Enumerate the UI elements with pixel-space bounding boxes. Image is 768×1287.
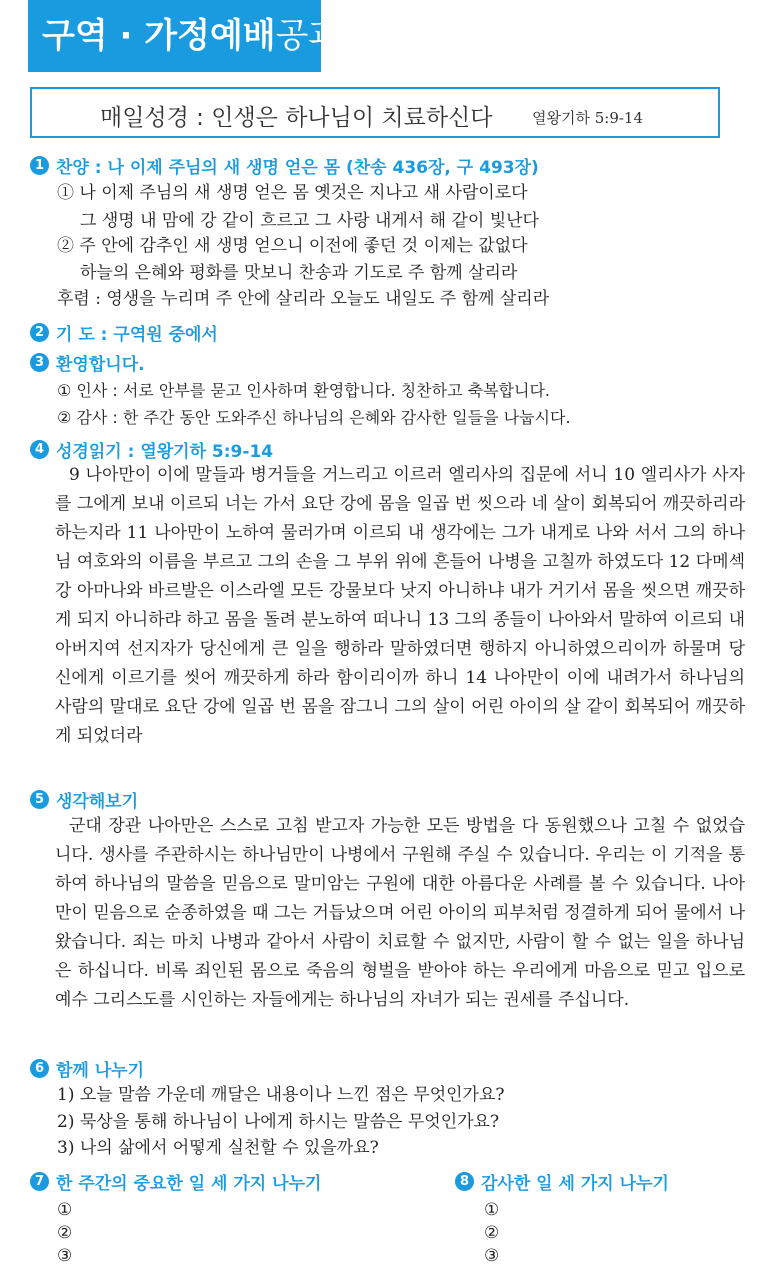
blank-line: ① bbox=[57, 1200, 73, 1220]
section-number-badge: 8 bbox=[455, 1172, 474, 1191]
section-number-badge: 3 bbox=[30, 353, 49, 372]
section-weekly-events-heading bbox=[30, 1170, 321, 1192]
welcome-line: ② 감사 : 한 주간 동안 도와주신 하나님의 은혜와 감사한 일들을 나눕시다. bbox=[57, 408, 571, 427]
section-heading-text: 기 도 : 구역원 중에서 bbox=[56, 324, 218, 345]
section-heading-text: 찬양 : 나 이제 주님의 새 생명 얻은 몸 (찬송 436장, 구 493장) bbox=[56, 157, 539, 178]
section-welcome-heading bbox=[30, 351, 145, 373]
title-box bbox=[30, 87, 720, 138]
section-thanks-heading bbox=[455, 1170, 669, 1192]
hymn-line: 하늘의 은혜와 평화를 맛보니 찬송과 기도로 주 함께 살리라 bbox=[80, 263, 518, 283]
section-hymn-heading bbox=[30, 154, 539, 176]
section-heading-text: 환영합니다. bbox=[56, 354, 145, 375]
header-tab bbox=[28, 0, 342, 72]
section-number-badge: 4 bbox=[30, 440, 49, 459]
blank-line: ② bbox=[484, 1223, 500, 1243]
blank-line: ② bbox=[57, 1223, 73, 1243]
section-reflection-heading bbox=[30, 788, 138, 810]
sharing-question: 3) 나의 삶에서 어떻게 실천할 수 있을까요? bbox=[57, 1138, 379, 1158]
hymn-refrain: 후렴 : 영생을 누리며 주 안에 살리라 오늘도 내일도 주 함께 살리라 bbox=[57, 289, 550, 309]
scripture-reference: 열왕기하 5:9-14 bbox=[532, 109, 644, 127]
sharing-question: 1) 오늘 말씀 가운데 깨달은 내용이나 느낀 점은 무엇인가요? bbox=[57, 1085, 505, 1105]
section-number-badge: 6 bbox=[30, 1059, 49, 1078]
section-heading-text: 성경읽기 : 열왕기하 5:9-14 bbox=[56, 441, 274, 462]
blank-line: ③ bbox=[57, 1246, 73, 1266]
sharing-question: 2) 묵상을 통해 하나님이 나에게 하시는 말씀은 무엇인가요? bbox=[57, 1112, 500, 1132]
section-number-badge: 1 bbox=[30, 156, 49, 175]
section-heading-text: 함께 나누기 bbox=[56, 1060, 145, 1081]
blank-line: ① bbox=[484, 1200, 500, 1220]
section-number-badge: 7 bbox=[30, 1172, 49, 1191]
section-sharing-heading bbox=[30, 1057, 144, 1079]
hymn-line: ② 주 안에 감추인 새 생명 얻으니 이전에 좋던 것 이제는 값없다 bbox=[57, 236, 528, 256]
header-title: 구역 · 가정예배 bbox=[42, 16, 276, 56]
section-scripture-heading bbox=[30, 438, 273, 460]
hymn-line: 그 생명 내 맘에 강 같이 흐르고 그 사랑 내게서 해 같이 빛난다 bbox=[80, 211, 539, 231]
welcome-line: ① 인사 : 서로 안부를 묻고 인사하며 환영합니다. 칭찬하고 축복합니다. bbox=[57, 381, 550, 400]
hymn-line: ① 나 이제 주님의 새 생명 얻은 몸 옛것은 지나고 새 사람이로다 bbox=[57, 183, 528, 203]
section-heading-text: 감사한 일 세 가지 나누기 bbox=[481, 1173, 669, 1194]
section-number-badge: 5 bbox=[30, 790, 49, 809]
page-title: 매일성경 : 인생은 하나님이 치료하신다 bbox=[100, 105, 493, 131]
section-number-badge: 2 bbox=[30, 323, 49, 342]
section-heading-text: 한 주간의 중요한 일 세 가지 나누기 bbox=[56, 1173, 322, 1194]
blank-line: ③ bbox=[484, 1246, 500, 1266]
section-prayer-heading bbox=[30, 321, 218, 343]
section-heading-text: 생각해보기 bbox=[56, 791, 139, 812]
reflection-text: 군대 장관 나아만은 스스로 고침 받고자 가능한 모든 방법을 다 동원했으나 고칠 수 없었습니다. 생사를 주관하시는 하나님만이 나병에서 구원해 주실 수 있습니다. 우리는 이 기적을 통하여 하나님의 말씀을 믿음으로 말미암는 구원에 대한 아름다운 사례를 볼 수 있습니다. 나아만이 믿음으로 순종하였을 때 그는 거듭났으며 어린 아이의 피부처럼 정결하게 되어 물에서 나왔습니다. 죄는 마치 나병과 같아서 사람이 치료할 수 없지만, 사람이 할 수 없는 일을 하나님은 하십니다. 비록 죄인된 몸으로 죽음의 형벌을 받아야 하는 우리에게 마음으로 믿고 입으로 예수 그리스도를 시인하는 자들에게는 하나님의 자녀가 되는 권세를 주십니다. bbox=[55, 816, 745, 1010]
header-title-light: 공과 bbox=[275, 16, 342, 56]
scripture-text: 9 나아만이 이에 말들과 병거들을 거느리고 이르러 엘리사의 집문에 서니 10 엘리사가 사자를 그에게 보내 이르되 너는 가서 요단 강에 몸을 일곱 번 씻으라 네 살이 회복되어 깨끗하리라 하는지라 11 나아만이 노하여 물러가며 이르되 내 생각에는 그가 내게로 나와 서서 그의 하나님 여호와의 이름을 부르고 그의 손을 그 부위 위에 흔들어 나병을 고칠까 하였도다 12 다메섹 강 아마나와 바르발은 이스라엘 모든 강물보다 낫지 아니하냐 내가 거기서 몸을 씻으면 깨끗하게 되지 아니하랴 하고 몸을 돌려 분노하여 떠나니 13 그의 종들이 나아와서 말하여 이르되 내 아버지여 선지자가 당신에게 큰 일을 행하라 말하였더면 행하지 아니하였으리이까 하물며 당신에게 이르기를 씻어 깨끗하게 하라 함이리이까 하니 14 나아만이 이에 내려가서 하나님의 사람의 말대로 요단 강에 일곱 번 몸을 잠그니 그의 살이 어린 아이의 살 같이 회복되어 깨끗하게 되었더라 bbox=[55, 465, 745, 746]
